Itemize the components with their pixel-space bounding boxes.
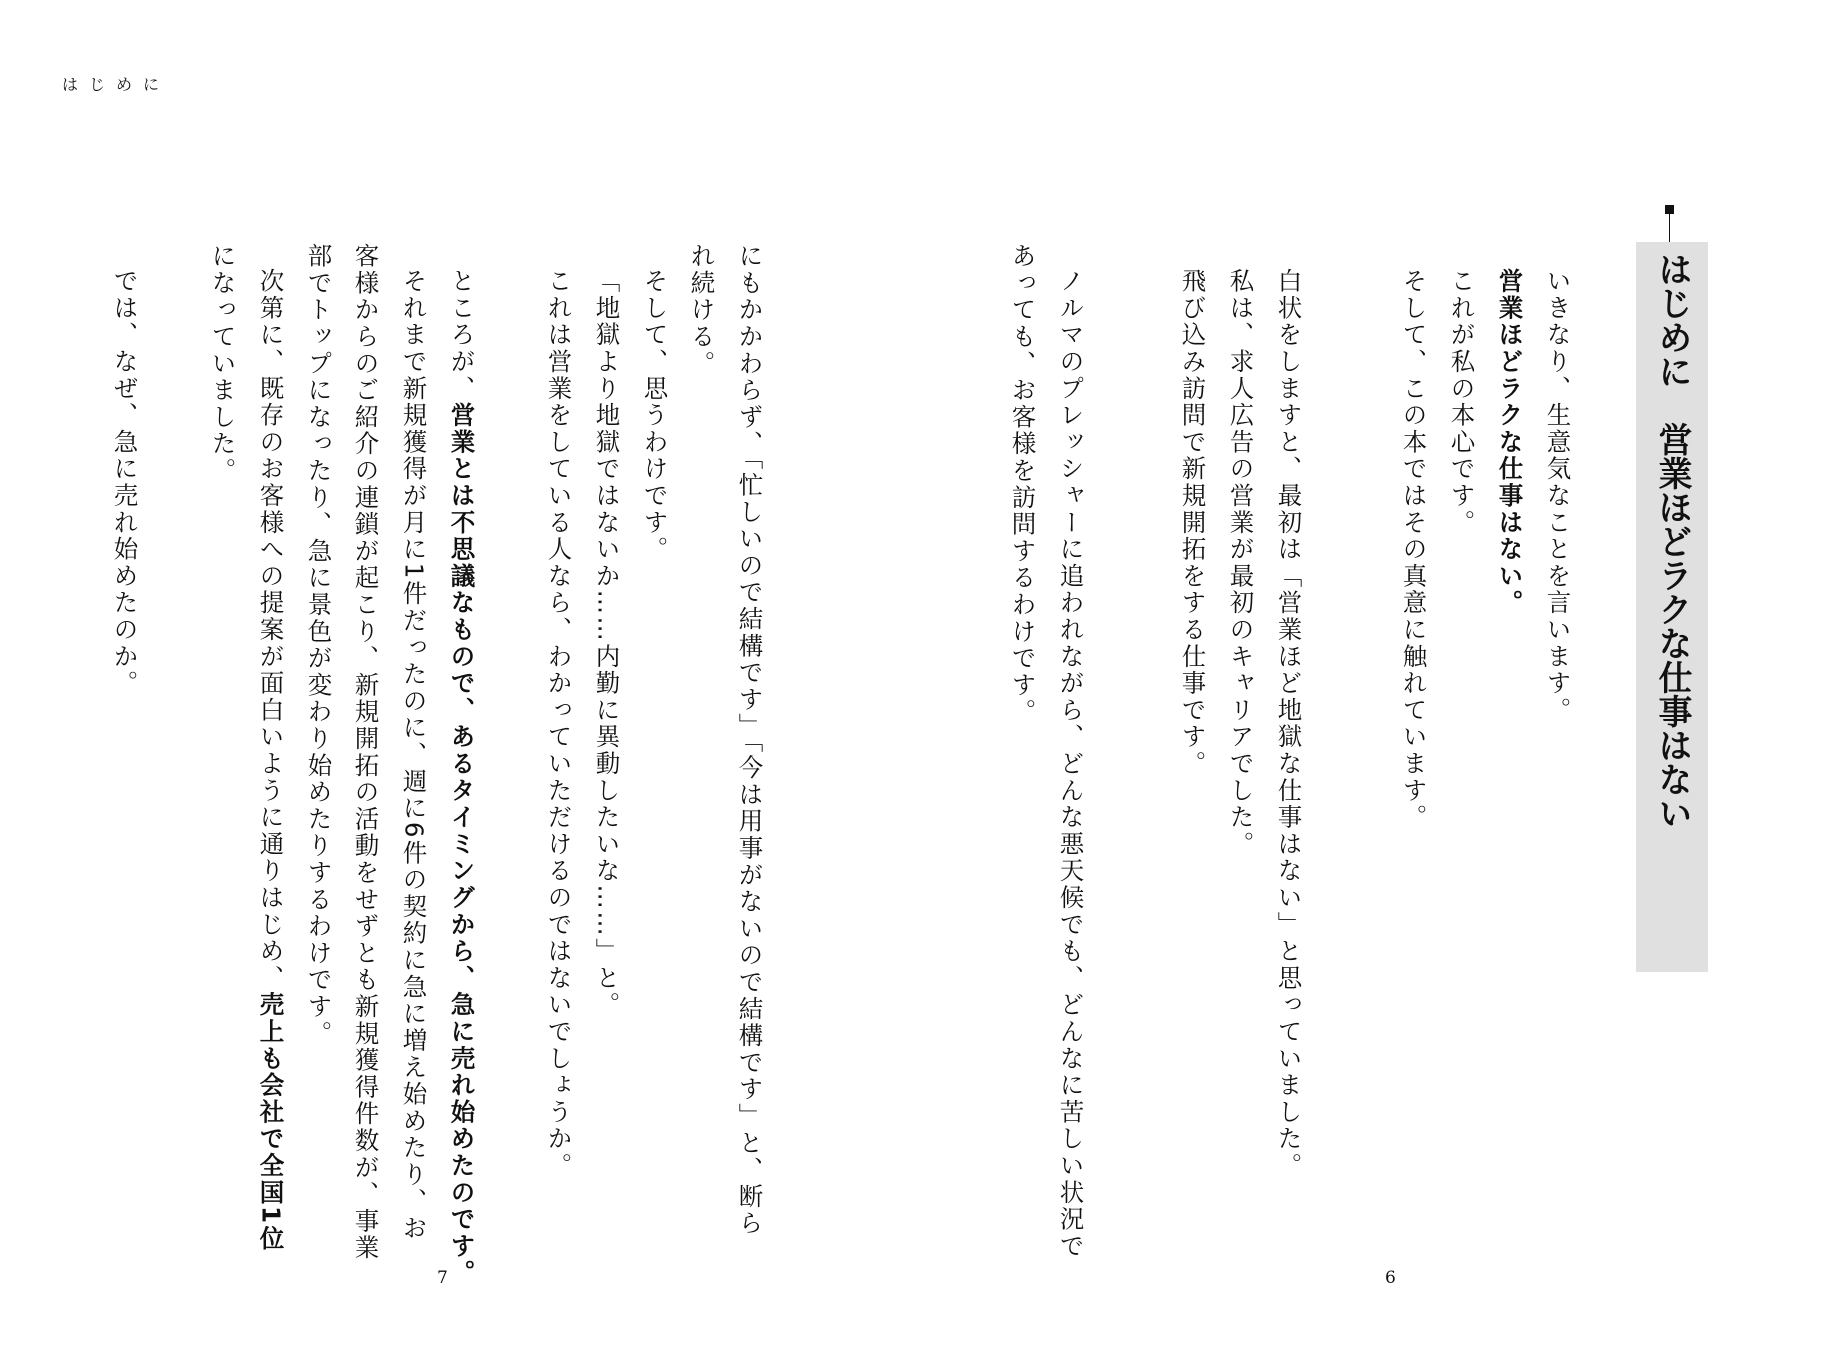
text-line xyxy=(304,243,334,1047)
text-segment: ところが、 xyxy=(447,268,477,402)
text-segment: れ続ける。 xyxy=(687,243,717,377)
text-line xyxy=(1274,268,1304,1180)
text-segment: にもかかわらず、「忙しいので結構です」「今は用事がないので結構です」と、断ら xyxy=(735,243,765,1237)
text-segment: になっていました。 xyxy=(208,243,238,485)
text-segment: あっても、お客様を訪問するわけです。 xyxy=(1008,243,1038,726)
text-line xyxy=(447,268,477,1287)
chapter-title xyxy=(1652,252,1692,830)
text-line xyxy=(110,268,140,697)
text-segment: これが私の本心です。 xyxy=(1447,268,1477,536)
text-line xyxy=(1056,268,1086,1260)
text-segment: では、なぜ、急に売れ始めたのか。 xyxy=(110,268,140,697)
chapter-heading: 営業ほどラクな仕事はない xyxy=(1652,422,1692,830)
text-segment: それまで新規獲得が月に1件だったのに、週に6件の契約に急に増え始めたり、お xyxy=(399,268,429,1242)
bold-text: 営業とは不思議なもので、あるタイミングから、急に売れ始めたのです。 xyxy=(447,402,477,1287)
text-line xyxy=(1008,243,1038,726)
text-line xyxy=(399,268,429,1242)
text-segment: そして、この本ではその真意に触れています。 xyxy=(1399,268,1429,831)
text-segment: いきなり、生意気なことを言います。 xyxy=(1543,268,1573,724)
text-line xyxy=(208,243,238,485)
text-line xyxy=(592,268,622,1019)
text-segment: 白状をしますと、最初は「営業ほど地獄な仕事はない」と思っていました。 xyxy=(1274,268,1304,1180)
chapter-marker-line xyxy=(1669,214,1670,242)
text-segment: 「地獄より地獄ではないか……内勤に異動したいな……」と。 xyxy=(592,268,622,1019)
running-head: はじめに xyxy=(62,75,171,94)
text-segment: これは営業をしている人なら、わかっていただけるのではないでしょうか。 xyxy=(544,268,574,1180)
text-line xyxy=(640,268,670,563)
text-line xyxy=(1226,268,1256,858)
text-line xyxy=(1178,268,1208,778)
page-number-right: 6 xyxy=(1385,1268,1396,1288)
text-segment: ノルマのプレッシャーに追われながら、どんな悪天候でも、どんなに苦しい状況で xyxy=(1056,268,1086,1260)
text-line xyxy=(351,243,381,1262)
text-line xyxy=(1543,268,1573,724)
text-line xyxy=(1495,268,1525,617)
chapter-marker-square xyxy=(1665,205,1674,214)
text-line xyxy=(687,243,717,377)
text-line xyxy=(1447,268,1477,536)
text-segment: 私は、求人広告の営業が最初のキャリアでした。 xyxy=(1226,268,1256,858)
chapter-label: はじめに xyxy=(1652,252,1692,388)
text-segment: 次第に、既存のお客様への提案が面白いように通りはじめ、 xyxy=(256,268,286,992)
text-segment: 部でトップになったり、急に景色が変わり始めたりするわけです。 xyxy=(304,243,334,1047)
text-segment: そして、思うわけです。 xyxy=(640,268,670,563)
text-line xyxy=(544,268,574,1180)
bold-text: 営業ほどラクな仕事はない。 xyxy=(1495,268,1525,617)
text-segment: 飛び込み訪問で新規開拓をする仕事です。 xyxy=(1178,268,1208,778)
bold-text: 売上も会社で全国1位 xyxy=(256,991,286,1253)
text-line xyxy=(256,268,286,1253)
page-number-left: 7 xyxy=(437,1268,448,1288)
text-line xyxy=(735,243,765,1237)
text-line xyxy=(1399,268,1429,831)
text-segment: 客様からのご紹介の連鎖が起こり、新規開拓の活動をせずとも新規獲得件数が、事業 xyxy=(351,243,381,1262)
